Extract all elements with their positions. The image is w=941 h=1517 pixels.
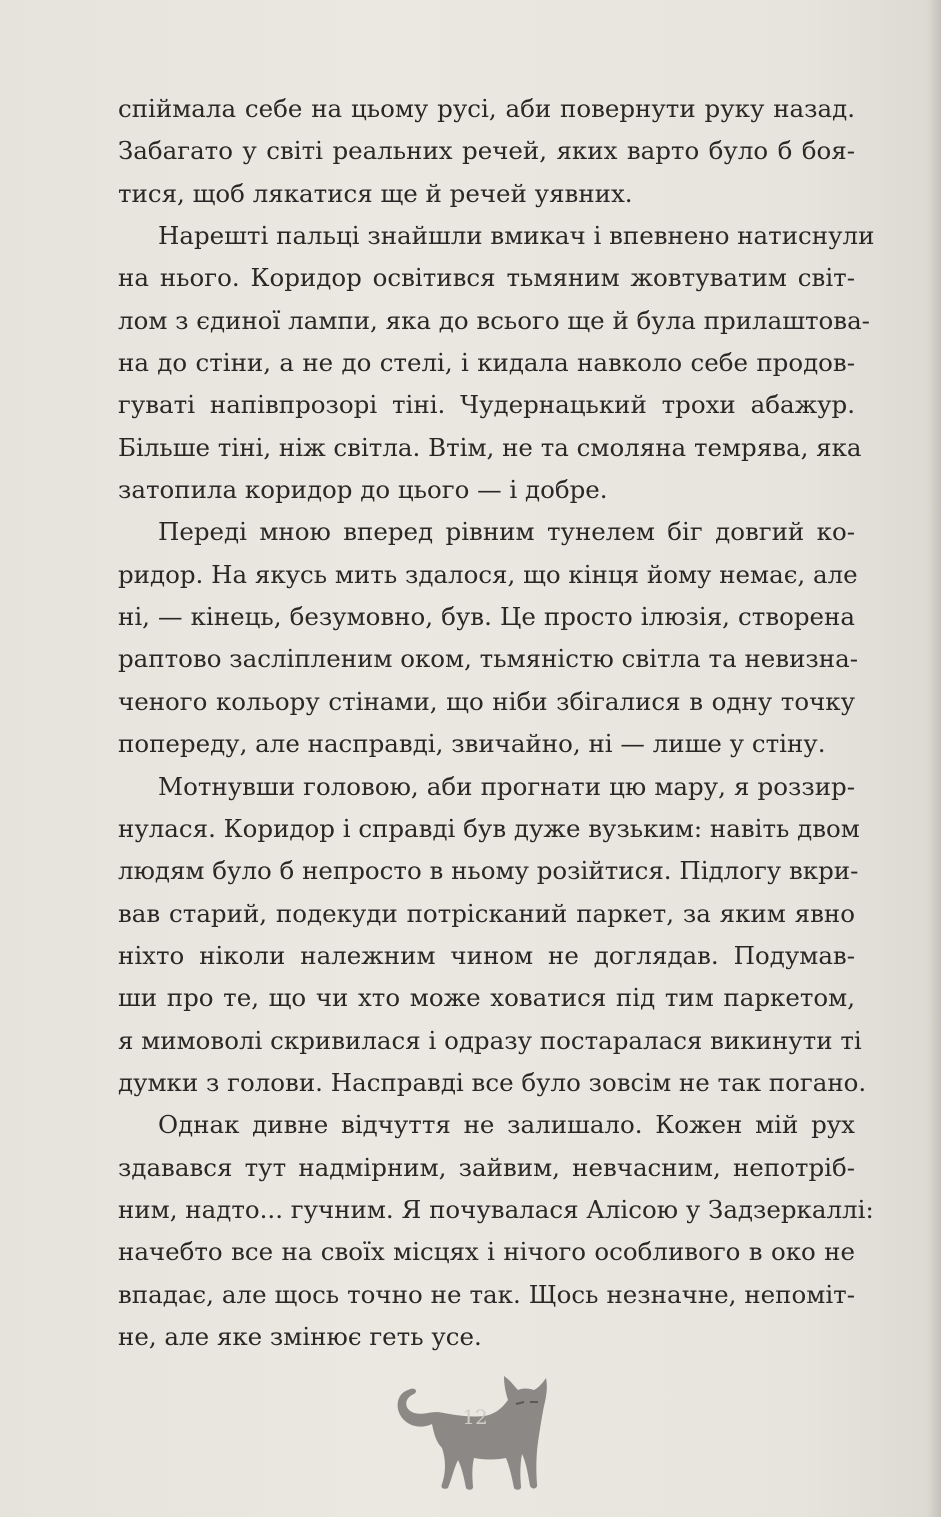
- text-line: ши про те, що чи хто може ховатися під тим паркетом,: [118, 983, 855, 1013]
- text-line: людям було б непросто в ньому розійтися. Підлогу вкри-: [118, 856, 859, 886]
- text-line: гуваті напівпрозорі тіні. Чудернацький трохи абажур.: [118, 390, 855, 420]
- text-line: Забагато у світі реальних речей, яких варто було б боя-: [118, 136, 855, 166]
- text-line: Мотнувши головою, аби прогнати цю мару, я роззир-: [158, 771, 855, 801]
- text-line: Більше тіні, ніж світла. Втім, не та смоляна темрява, яка: [118, 432, 862, 462]
- cat-icon: [388, 1368, 558, 1494]
- text-line: спіймала себе на цьому русі, аби повернути руку назад.: [118, 94, 855, 123]
- text-line: здавався тут надмірним, зайвим, невчасним, непотріб-: [118, 1152, 855, 1182]
- text-line: я мимоволі скривилася і одразу постаралася викинути ті: [118, 1025, 862, 1055]
- text-line: лом з єдиної лампи, яка до всього ще й була прилаштова-: [118, 305, 870, 335]
- text-line: ні, — кінець, безумовно, був. Це просто ілюзія, створена: [118, 602, 855, 632]
- paragraph: [118, 88, 855, 215]
- page-footer: [388, 1368, 558, 1494]
- text-line: ніхто ніколи належним чином не доглядав. Подумав-: [118, 940, 855, 970]
- paragraph: [118, 215, 875, 511]
- text-line: ченого кольору стінами, що ніби збігалися в одну точку: [118, 686, 855, 716]
- text-line: не, але яке змінює геть усе.: [118, 1321, 482, 1351]
- text-line: на до стіни, а не до стелі, і кидала навколо себе продов-: [118, 348, 855, 378]
- text-line: Нарешті пальці знайшли вмикач і впевнено натиснули: [158, 221, 875, 251]
- text-line: Переді мною вперед рівним тунелем біг довгий ко-: [158, 517, 855, 547]
- text-line: нулася. Коридор і справді був дуже вузьким: навіть двом: [118, 813, 860, 843]
- text-line: Однак дивне відчуття не залишало. Кожен мій рух: [158, 1110, 855, 1140]
- page-edge-shadow: [927, 0, 941, 1517]
- text-line: ридор. На якусь мить здалося, що кінця йому немає, але: [118, 559, 858, 589]
- text-line: вав старий, подекуди потрісканий паркет, за яким явно: [118, 898, 855, 928]
- text-line: затопила коридор до цього — і добре.: [118, 475, 608, 505]
- text-line: попереду, але насправді, звичайно, ні — лише у стіну.: [118, 729, 826, 759]
- page-number: 12: [462, 1405, 488, 1429]
- text-line: начебто все на своїх місцях і нічого особливого в око не: [118, 1237, 855, 1267]
- text-line: ним, надто... гучним. Я почувалася Алісою у Задзеркаллі:: [118, 1194, 874, 1224]
- text-line: думки з голови. Насправді все було зовсім не так погано.: [118, 1067, 867, 1097]
- text-line: впадає, але щось точно не так. Щось незначне, непоміт-: [118, 1279, 855, 1309]
- text-line: раптово засліпленим оком, тьмяністю світла та невизна-: [118, 644, 858, 674]
- text-line: на нього. Коридор освітився тьмяним жовтуватим світ-: [118, 263, 855, 293]
- paragraph: [118, 766, 867, 1105]
- body-text: [118, 88, 875, 1358]
- paragraph: [118, 1104, 874, 1358]
- text-line: тися, щоб лякатися ще й речей уявних.: [118, 178, 633, 208]
- paragraph: [118, 511, 858, 765]
